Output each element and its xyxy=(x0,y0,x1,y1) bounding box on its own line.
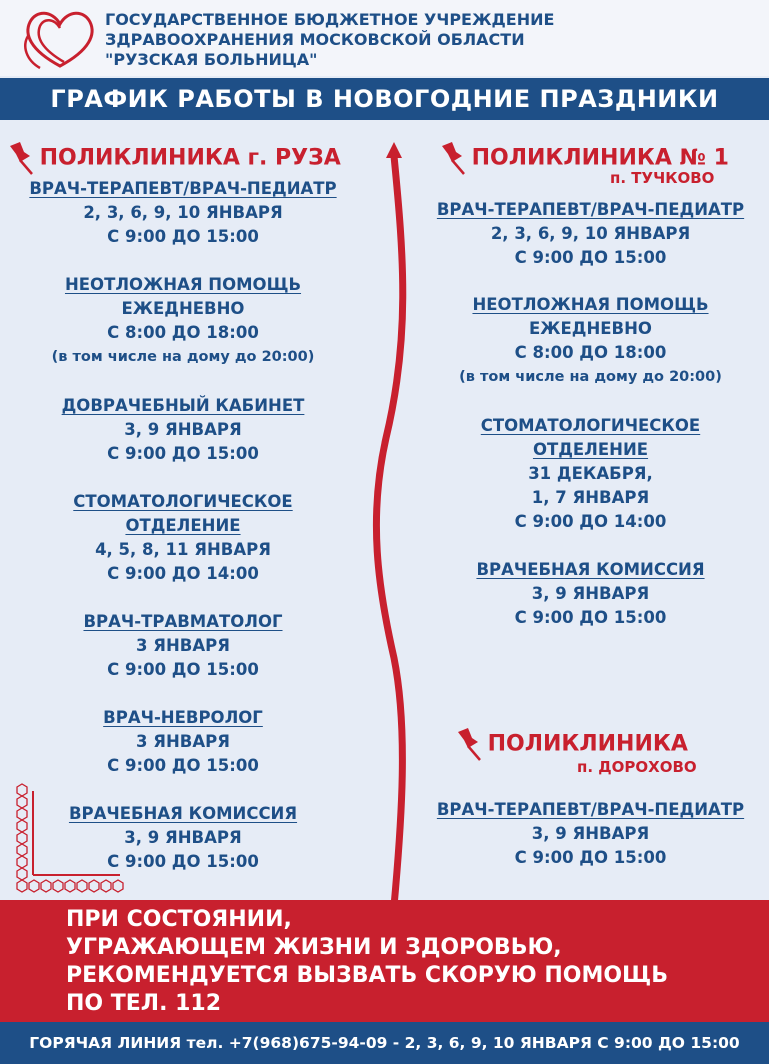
right-clinic-subtitle: п. ТУЧКОВО xyxy=(610,169,715,187)
block-dates: 3, 9 ЯНВАРЯ xyxy=(124,420,242,439)
block-dates: ЕЖЕДНЕВНО xyxy=(529,319,652,338)
block-title: ВРАЧЕБНАЯ КОМИССИЯ xyxy=(476,560,705,579)
title-banner xyxy=(0,78,769,120)
block-title-2: ОТДЕЛЕНИЕ xyxy=(125,516,241,535)
block-dates-2: 1, 7 ЯНВАРЯ xyxy=(531,488,650,507)
hotline-bar xyxy=(0,1022,769,1064)
block-title: НЕОТЛОЖНАЯ ПОМОЩЬ xyxy=(64,275,302,294)
right-block-dental xyxy=(412,414,769,534)
block-title: ВРАЧ-ТЕРАПЕВТ/ВРАЧ-ПЕДИАТР xyxy=(436,800,745,819)
block-hours: С 9:00 ДО 15:00 xyxy=(107,444,259,463)
left-block-dental xyxy=(0,490,366,586)
block-dates: 3, 9 ЯНВАРЯ xyxy=(531,584,650,603)
block-title-1: СТОМАТОЛОГИЧЕСКОЕ xyxy=(480,416,701,435)
block-dates: 4, 5, 8, 11 ЯНВАРЯ xyxy=(95,540,271,559)
organization-name xyxy=(105,10,554,70)
block-title: ВРАЧ-НЕВРОЛОГ xyxy=(103,708,263,727)
right-clinic-title: ПОЛИКЛИНИКА № 1 xyxy=(471,145,729,171)
block-hours: С 9:00 ДО 15:00 xyxy=(107,852,259,871)
block-dates: 3 ЯНВАРЯ xyxy=(136,732,230,751)
hotline-text: ГОРЯЧАЯ ЛИНИЯ тел. +7(968)675-94-09 - 2, 3, 6, 9, 10 ЯНВАРЯ С 9:00 ДО 15:00 xyxy=(29,1034,740,1052)
warning-line-4: ПО ТЕЛ. 112 xyxy=(66,991,222,1016)
block-hours: С 9:00 ДО 15:00 xyxy=(514,848,667,867)
warning-line-3: РЕКОМЕНДУЕТСЯ ВЫЗВАТЬ СКОРУЮ ПОМОЩЬ xyxy=(66,963,668,988)
left-block-therapist xyxy=(0,177,366,249)
dorokhovo-clinic-heading xyxy=(454,726,688,762)
block-hours: С 9:00 ДО 15:00 xyxy=(107,756,259,775)
block-title: НЕОТЛОЖНАЯ ПОМОЩЬ xyxy=(472,295,709,314)
block-dates: 2, 3, 6, 9, 10 ЯНВАРЯ xyxy=(83,203,283,222)
block-hours: С 9:00 ДО 15:00 xyxy=(107,227,259,246)
dorokhovo-block-therapist xyxy=(412,798,769,870)
pushpin-icon xyxy=(438,140,466,176)
org-line-2: ЗДРАВООХРАНЕНИЯ МОСКОВСКОЙ ОБЛАСТИ xyxy=(105,30,525,49)
block-hours: С 9:00 ДО 15:00 xyxy=(514,248,667,267)
block-dates: 3, 9 ЯНВАРЯ xyxy=(531,824,650,843)
left-block-neuro xyxy=(0,706,366,778)
page-title: ГРАФИК РАБОТЫ В НОВОГОДНИЕ ПРАЗДНИКИ xyxy=(50,85,719,113)
left-clinic-title: ПОЛИКЛИНИКА г. РУЗА xyxy=(39,145,341,171)
block-hours: С 8:00 ДО 18:00 xyxy=(107,323,259,342)
dorokhovo-clinic-subtitle: п. ДОРОХОВО xyxy=(577,758,697,776)
pushpin-icon xyxy=(454,726,482,762)
block-dates: 3 ЯНВАРЯ xyxy=(136,636,230,655)
hexagon-chain-decoration xyxy=(12,783,124,893)
org-line-3: "РУЗСКАЯ БОЛЬНИЦА" xyxy=(105,50,318,69)
warning-line-2: УГРАЖАЮЩЕМ ЖИЗНИ И ЗДОРОВЬЮ, xyxy=(66,935,562,960)
left-clinic-heading xyxy=(6,140,341,176)
block-title: ВРАЧЕБНАЯ КОМИССИЯ xyxy=(68,804,298,823)
block-dates: ЕЖЕДНЕВНО xyxy=(121,299,245,318)
block-title: ВРАЧ-ТЕРАПЕВТ/ВРАЧ-ПЕДИАТР xyxy=(29,179,337,198)
left-block-trauma xyxy=(0,610,366,682)
pushpin-icon xyxy=(6,140,34,176)
block-title: ВРАЧ-ТРАВМАТОЛОГ xyxy=(83,612,283,631)
block-note: (в том числе на дому до 20:00) xyxy=(459,369,722,385)
block-hours: С 9:00 ДО 14:00 xyxy=(107,564,259,583)
header xyxy=(0,0,769,76)
block-title-2: ОТДЕЛЕНИЕ xyxy=(532,440,649,459)
block-hours: С 9:00 ДО 15:00 xyxy=(107,660,259,679)
block-dates: 3, 9 ЯНВАРЯ xyxy=(124,828,242,847)
dorokhovo-clinic-title: ПОЛИКЛИНИКА xyxy=(487,731,688,757)
right-block-urgent xyxy=(412,293,769,389)
block-dates-1: 31 ДЕКАБРЯ, xyxy=(528,464,653,483)
emergency-warning xyxy=(0,900,769,1022)
block-note: (в том числе на дому до 20:00) xyxy=(51,349,315,365)
warning-line-1: ПРИ СОСТОЯНИИ, xyxy=(66,907,292,932)
org-line-1: ГОСУДАРСТВЕННОЕ БЮДЖЕТНОЕ УЧРЕЖДЕНИЕ xyxy=(105,10,555,29)
left-block-urgent xyxy=(0,273,366,369)
block-title: ДОВРАЧЕБНЫЙ КАБИНЕТ xyxy=(61,396,305,415)
heart-logo-icon xyxy=(20,6,104,72)
block-title-1: СТОМАТОЛОГИЧЕСКОЕ xyxy=(73,492,293,511)
right-block-therapist xyxy=(412,198,769,270)
block-hours: С 9:00 ДО 15:00 xyxy=(514,608,667,627)
left-block-prevrach xyxy=(0,394,366,466)
block-hours: С 8:00 ДО 18:00 xyxy=(514,343,667,362)
block-title: ВРАЧ-ТЕРАПЕВТ/ВРАЧ-ПЕДИАТР xyxy=(436,200,745,219)
right-block-commission xyxy=(412,558,769,630)
block-dates: 2, 3, 6, 9, 10 ЯНВАРЯ xyxy=(490,224,691,243)
block-hours: С 9:00 ДО 14:00 xyxy=(514,512,667,531)
